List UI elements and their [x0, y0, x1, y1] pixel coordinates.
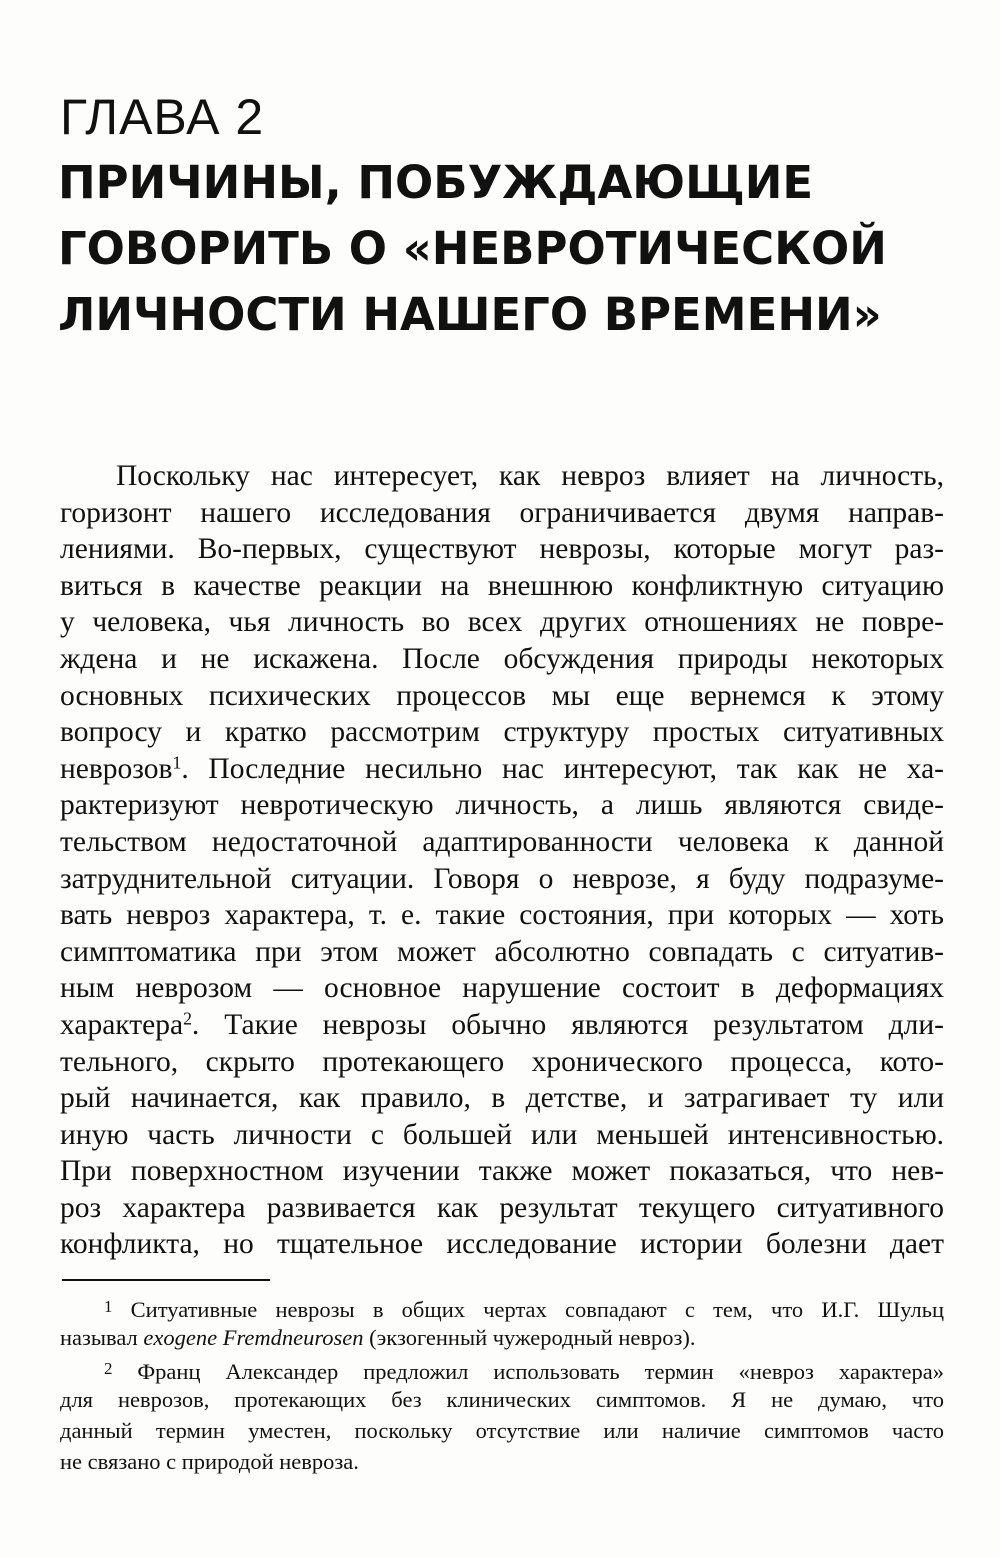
text-line: затруднительной ситуации. Говоря о неврозе, я буду подразуме-	[60, 862, 944, 895]
footnote-2-line: данный термин уместен, поскольку отсутствие или наличие симптомов часто	[60, 1418, 944, 1443]
chapter-title-line: ЛИЧНОСТИ НАШЕГО ВРЕМЕНИ»	[58, 288, 882, 341]
text-line: При поверхностном изучении также может показаться, что нев-	[60, 1155, 944, 1188]
text-line: симптоматика при этом может абсолютно совпадать с ситуатив-	[60, 935, 944, 968]
text-line: виться в качестве реакции на внешнюю конфликтную ситуацию	[60, 569, 944, 602]
text-line: конфликта, но тщательное исследование истории болезни дает	[60, 1228, 944, 1261]
text-line: рый начинается, как правило, в детстве, и затрагивает ту или	[60, 1082, 944, 1115]
footnote-2-line	[60, 1353, 944, 1384]
footnote-1-line	[60, 1322, 944, 1353]
chapter-label: ГЛАВА 2	[60, 89, 265, 145]
text-line: основных психических процессов мы еще вернемся к этому	[60, 679, 944, 712]
footnotes	[60, 1291, 944, 1477]
text-line: горизонт нашего исследования ограничивается двумя направ-	[60, 496, 944, 529]
text-line: у человека, чья личность во всех других отношениях не повре-	[60, 606, 944, 639]
text-fragment: (экзогенный чужеродный невроз).	[363, 1325, 696, 1350]
body-paragraph	[60, 458, 944, 1263]
chapter-title	[58, 150, 958, 348]
text-line: Поскольку нас интересует, как невроз влияет на личность,	[116, 460, 944, 492]
text-fragment: называл	[60, 1325, 144, 1350]
text-line	[60, 751, 944, 788]
text-line: вопросу и кратко рассмотрим структуру простых ситуативных	[60, 716, 944, 749]
text-line	[60, 1007, 944, 1044]
footnote-1-line	[60, 1291, 944, 1322]
text-line: иную часть личности с большей или меньшей интенсивностью.	[60, 1118, 944, 1151]
italic-term: exogene Fremdneurosen	[143, 1325, 364, 1350]
footnote-number: 2	[104, 1359, 113, 1378]
text-line: тельного, скрыто протекающего хронического процесса, кото-	[60, 1045, 944, 1078]
footnote-divider	[62, 1279, 270, 1281]
text-fragment: . Такие неврозы обычно являются результатом дли-	[191, 1008, 944, 1041]
footnote-2-line: не связано с природой невроза.	[60, 1449, 359, 1474]
footnote-ref-1[interactable]: 1	[172, 752, 182, 773]
text-fragment: неврозов	[60, 752, 173, 785]
footnote-2-line: для неврозов, протекающих без клинических симптомов. Я не думаю, что	[60, 1387, 944, 1412]
text-line: лениями. Во-первых, существуют неврозы, которые могут раз-	[60, 533, 944, 566]
text-fragment: . Последние несильно нас интересуют, так как не ха-	[181, 752, 944, 785]
chapter-title-line: ГОВОРИТЬ О «НЕВРОТИЧЕСКОЙ	[58, 222, 887, 275]
text-line: тельством недостаточной адаптированности человека к данной	[60, 825, 944, 858]
text-fragment: Ситуативные неврозы в общих чертах совпадают с тем, что И.Г. Шульц	[130, 1297, 944, 1323]
text-line: вать невроз характера, т. е. такие состояния, при которых — хоть	[60, 899, 944, 932]
footnote-number: 1	[104, 1297, 113, 1316]
chapter-title-line: ПРИЧИНЫ, ПОБУЖДАЮЩИЕ	[58, 156, 814, 209]
footnote-ref-2[interactable]: 2	[183, 1008, 192, 1029]
text-line: ным неврозом — основное нарушение состоит в деформациях	[60, 972, 944, 1005]
text-fragment: Франц Александер предложил использовать термин «невроз характера»	[137, 1359, 944, 1385]
text-fragment: характера	[60, 1008, 184, 1041]
text-line: ждена и не искажена. После обсуждения природы некоторых	[60, 642, 944, 675]
text-line: роз характера развивается как результат текущего ситуативного	[60, 1191, 944, 1224]
text-line: рактеризуют невротическую личность, а лишь являются свиде-	[60, 789, 944, 822]
